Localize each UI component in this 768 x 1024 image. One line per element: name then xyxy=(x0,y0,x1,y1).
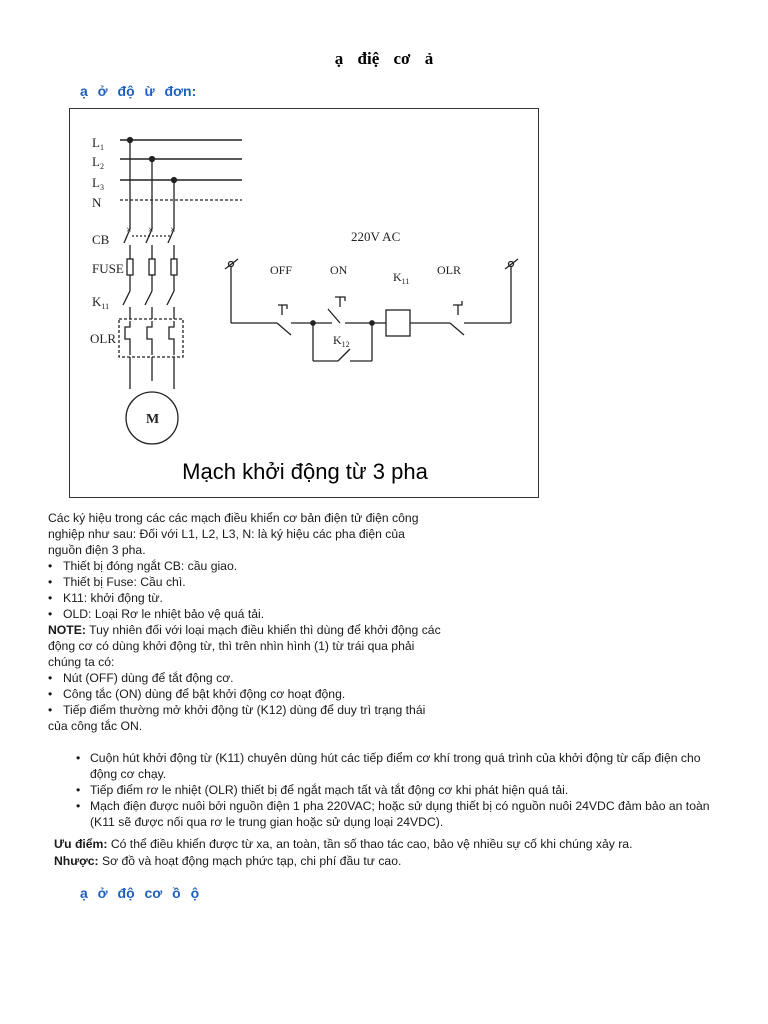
list-item: • Công tắc (ON) dùng để bật khởi động cơ hoạt động. xyxy=(48,687,346,701)
intro-paragraph xyxy=(48,510,441,734)
label-cb: CB xyxy=(92,232,110,247)
list-item: • Tiếp điểm rơ le nhiệt (OLR) thiết bị để ngắt mạch tất và tắt động cơ khi phát hiện quá tải. xyxy=(76,783,569,797)
label-n: N xyxy=(92,195,102,210)
list-item: • Thiết bị đóng ngắt CB: cầu giao. xyxy=(48,559,238,573)
list-item-continuation: (K11 sẽ được nối qua rơ le trung gian hoặc sử dụng loại 24VDC). xyxy=(90,815,444,829)
circuit-figure xyxy=(69,108,539,498)
section-heading-two-speed: ạ ở độ cơ ồ ộ xyxy=(80,885,200,901)
intro-line: nguồn điện 3 pha. xyxy=(48,543,146,557)
svg-text:×: × xyxy=(148,225,154,236)
list-item: • Mạch điện được nuôi bởi nguồn điện 1 pha 220VAC; hoặc sử dụng thiết bị có nguồn nuôi 24VDC đảm bảo an toàn xyxy=(76,799,710,813)
label-k12: $K_{12}$ xyxy=(333,333,350,349)
intro-line: Các ký hiệu trong các các mạch điều khiển cơ bản điện tử điện công xyxy=(48,511,419,525)
label-olr: OLR xyxy=(90,331,116,346)
list-item-continuation: của công tắc ON. xyxy=(48,719,143,733)
list-item-continuation: động cơ chạy. xyxy=(90,767,167,781)
section-heading-single-contactor: ạ ở độ ừ đơn: xyxy=(80,83,197,99)
label-l2: $L_2$ xyxy=(92,154,104,171)
label-l3: $L_3$ xyxy=(92,175,104,192)
label-motor: M xyxy=(146,412,160,427)
note-line: NOTE: Tuy nhiên đối với loại mạch điều khiển thì dùng để khởi động các xyxy=(48,623,441,637)
list-item: • Cuộn hút khởi động từ (K11) chuyên dùng hút các tiếp điểm cơ khí trong quá trình của khởi động từ cấp điện cho xyxy=(76,751,701,765)
list-item: • Thiết bị Fuse: Cầu chì. xyxy=(48,575,186,589)
label-olr-ctrl: OLR xyxy=(437,263,461,277)
svg-text:×: × xyxy=(170,225,176,236)
svg-text:×: × xyxy=(126,225,132,236)
label-on: ON xyxy=(330,263,348,277)
label-off: OFF xyxy=(270,263,293,277)
cons-line: Nhược: Sơ đồ và hoạt động mạch phức tạp, chi phí đầu tư cao. xyxy=(54,854,402,868)
label-fuse: FUSE xyxy=(92,261,124,276)
page-title: ạ điệ cơ ả xyxy=(334,49,434,68)
label-l1: $L_1$ xyxy=(92,135,104,152)
note-line: chúng ta có: xyxy=(48,655,115,669)
list-item: • Nút (OFF) dùng để tắt động cơ. xyxy=(48,671,234,685)
list-item: • OLD: Loại Rơ le nhiệt bảo vệ quá tải. xyxy=(48,607,265,621)
pros-line: Ưu điểm: Có thể điều khiển được từ xa, an toàn, tần số thao tác cao, bảo vệ nhiều sự cố khi chúng xảy ra. xyxy=(54,837,633,851)
label-supply: 220V AC xyxy=(351,229,401,244)
intro-line: nghiệp như sau: Đối với L1, L2, L3, N: là ký hiệu các pha điện của xyxy=(48,527,405,541)
detail-list xyxy=(76,750,756,830)
label-k11: $K_{11}$ xyxy=(92,294,110,311)
list-item: • K11: khởi động từ. xyxy=(48,591,163,605)
figure-caption: Mạch khởi động từ 3 pha xyxy=(182,459,428,484)
circuit-diagram xyxy=(70,109,540,499)
note-line: động cơ có dùng khởi động từ, thì trên nhìn hình (1) từ trái qua phải xyxy=(48,639,415,653)
list-item: • Tiếp điểm thường mở khởi động từ (K12) dùng để duy trì trạng thái xyxy=(48,703,426,717)
label-coil: $K_{11}$ xyxy=(393,270,410,286)
